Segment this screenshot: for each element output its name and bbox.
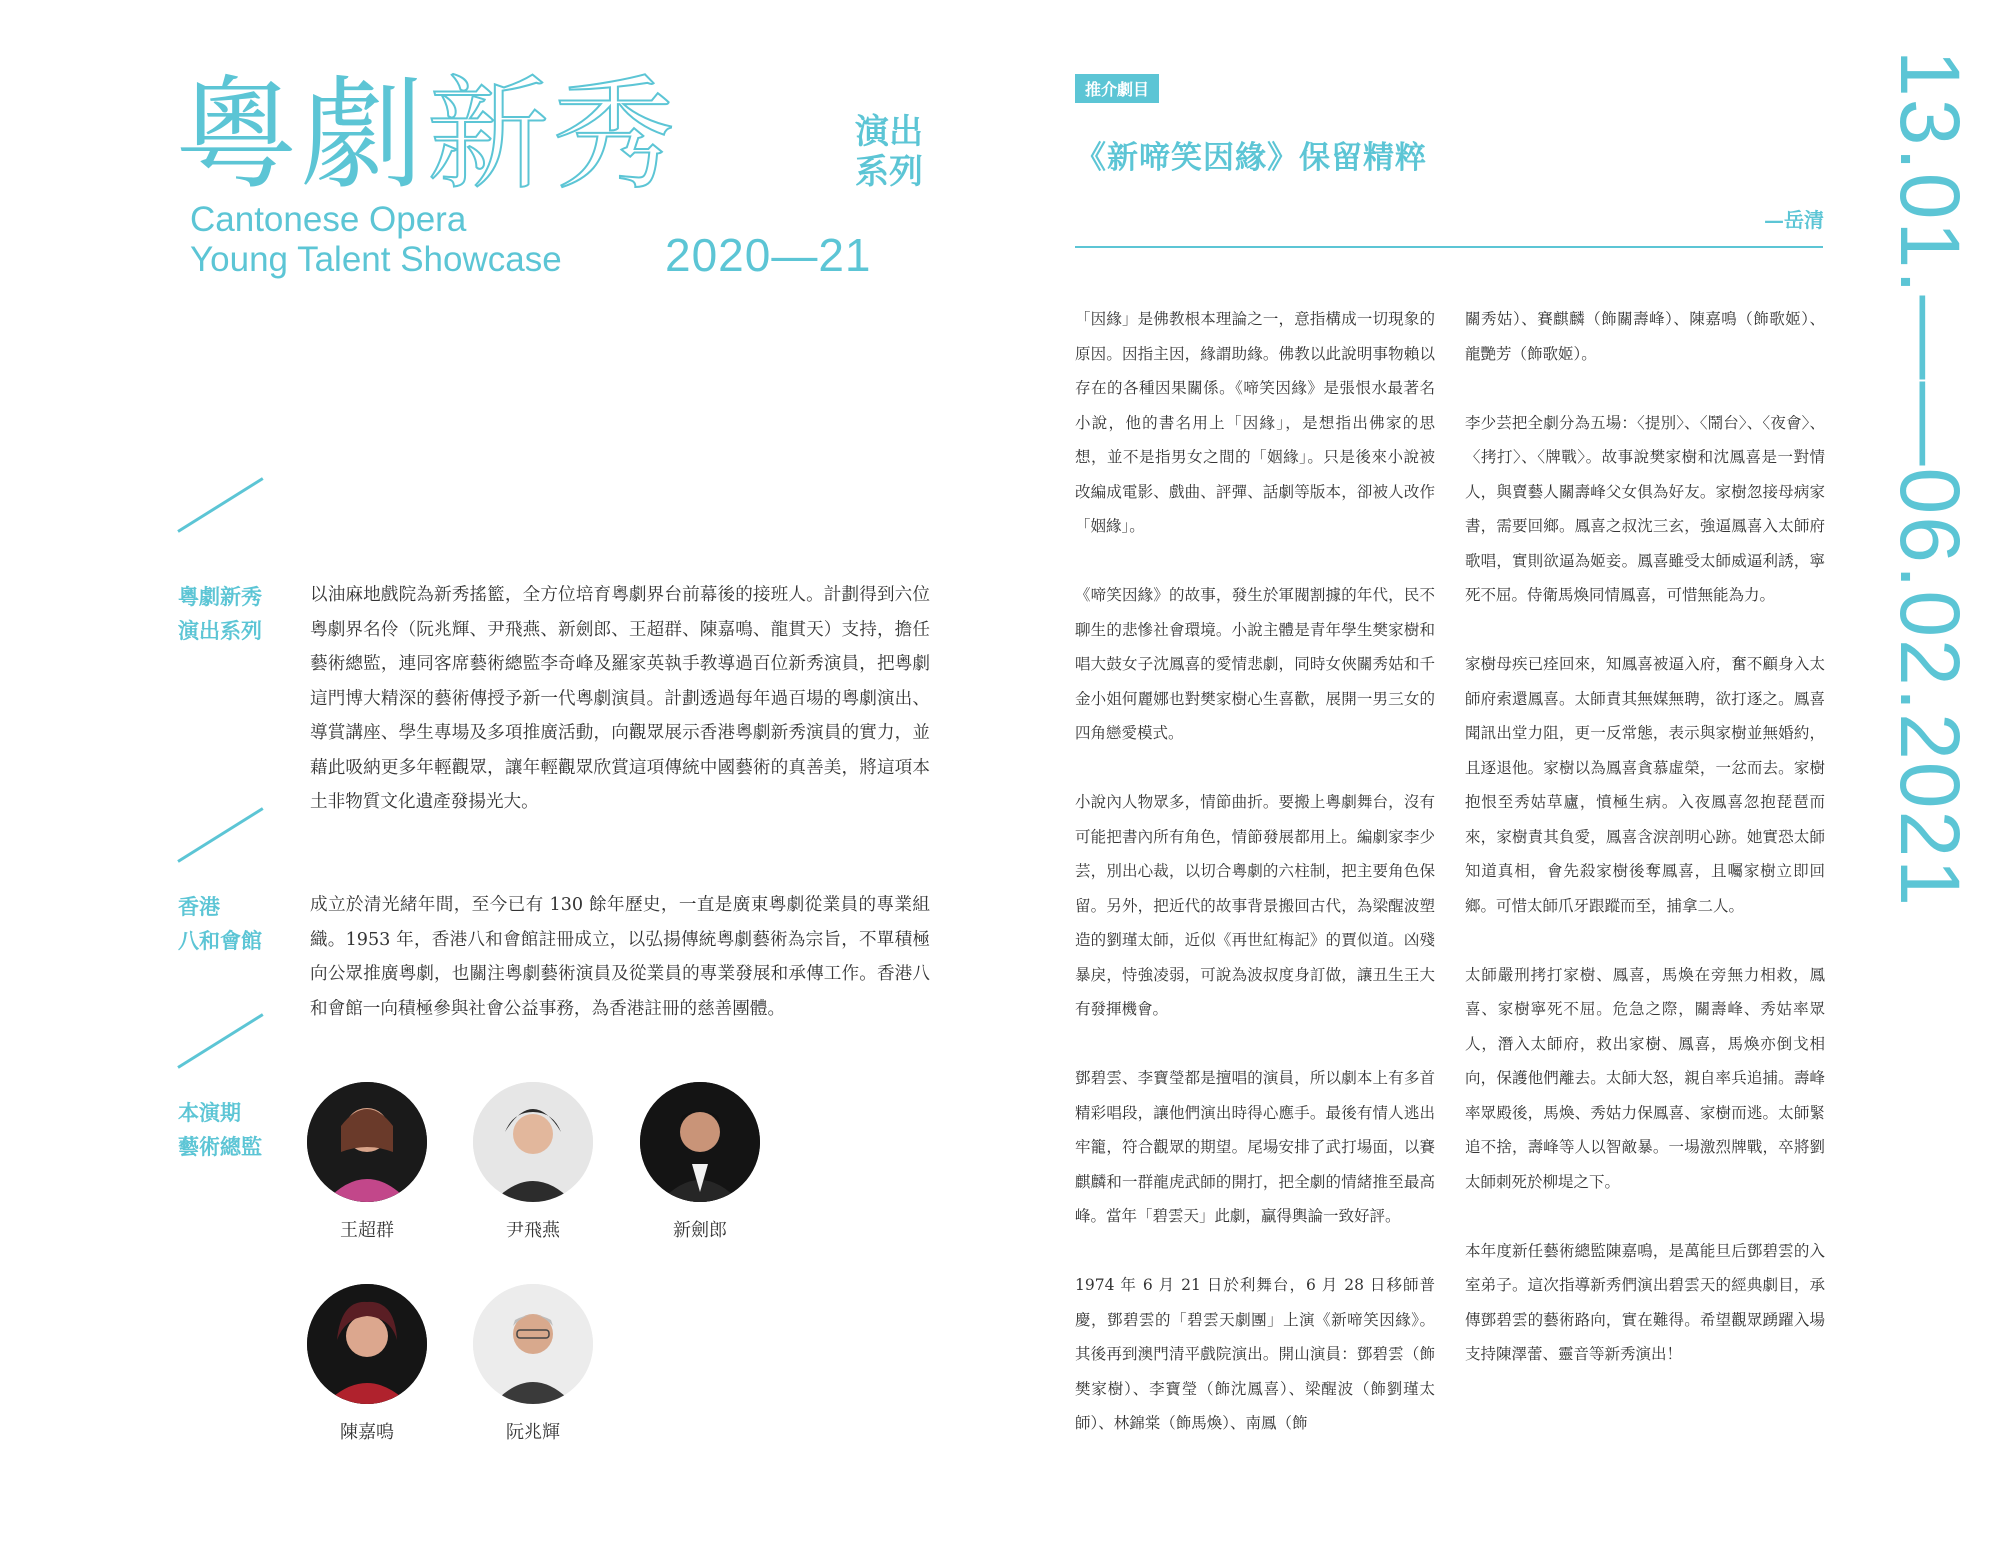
english-title-line-2: Young Talent Showcase — [190, 240, 562, 279]
section-label-line: 演出系列 — [178, 619, 262, 643]
paragraph: 1974 年 6 月 21 日於利舞台，6 月 28 日移師普慶，鄧碧雲的「碧雲天劇團」上演《新啼笑因緣》。其後再到澳門清平戲院演出。開山演員：鄧碧雲（飾樊家樹）、李寶瑩（飾沈鳳喜）、梁醒波（飾劉瑾太師）、林錦棠（飾馬煥）、南鳳（飾 — [1075, 1276, 1435, 1432]
paragraph: 鄧碧雲、李寶瑩都是擅唱的演員，所以劇本上有多首精彩唱段，讓他們演出時得心應手。最後有情人逃出牢籠，符合觀眾的期望。尾場安排了武打場面，以賽麒麟和一群龍虎武師的開打，把全劇的情緒推至最高峰。當年「碧雲天」此劇，贏得輿論一致好評。 — [1075, 1069, 1435, 1225]
paragraph: 「因緣」是佛教根本理論之一，意指構成一切現象的原因。因指主因，緣謂助緣。佛教以此說明事物賴以存在的各種因果關係。《啼笑因緣》是張恨水最著名小說，他的書名用上「因緣」，是想指出佛家的思想，並不是指男女之間的「姻緣」。只是後來小說被改編成電影、戲曲、評彈、話劇等版本，卻被人改作「姻緣」。 — [1075, 310, 1435, 535]
section-label-line: 粵劇新秀 — [178, 585, 262, 609]
portrait-icon — [473, 1082, 593, 1202]
subtitle-line-2: 系列 — [855, 152, 923, 192]
portrait-icon — [473, 1284, 593, 1404]
divider-slash — [177, 477, 263, 533]
subtitle-line-1: 演出 — [855, 112, 923, 152]
director-name: 阮兆輝 — [506, 1422, 560, 1443]
portrait-icon — [640, 1082, 760, 1202]
section-body-series: 以油麻地戲院為新秀搖籃，全方位培育粵劇界台前幕後的接班人。計劃得到六位粵劇界名伶（阮兆輝、尹飛燕、新劍郎、王超群、陳嘉鳴、龍貫天）支持，擔任藝術總監，連同客席藝術總監李奇峰及羅家英執手教導過百位新秀演員，把粵劇這門博大精深的藝術傳授予新一代粵劇演員。計劃透過每年過百場的粵劇演出、導賞講座、學生專場及多項推廣活動，向觀眾展示香港粵劇新秀演員的實力，並藉此吸納更多年輕觀眾，讓年輕觀眾欣賞這項傳統中國藝術的真善美，將這項本土非物質文化遺產發揚光大。 — [310, 585, 930, 812]
director-portrait — [620, 1082, 780, 1242]
paragraph: 家樹母疾已痊回來，知鳳喜被逼入府，奮不顧身入太師府索還鳳喜。太師責其無媒無聘，欲打逐之。鳳喜聞訊出堂力阻，更一反常態，表示與家樹並無婚約，且逐退他。家樹以為鳳喜貪慕虛榮，一忿而去。家樹抱恨至秀姑草廬，憤極生病。入夜鳳喜忽抱琵琶而來，家樹責其負愛，鳳喜含淚剖明心跡。她實恐太師知道真相，會先殺家樹後奪鳳喜，且囑家樹立即回鄉。可惜太師爪牙跟蹤而至，捕拿二人。 — [1465, 655, 1825, 915]
director-name: 王超群 — [340, 1220, 394, 1241]
article-byline: —岳清 — [1764, 208, 1824, 232]
title-rule — [1075, 246, 1823, 248]
english-title — [190, 200, 562, 280]
director-portrait — [287, 1082, 447, 1242]
season-year: 2020—21 — [665, 229, 872, 281]
paragraph: 本年度新任藝術總監陳嘉鳴，是萬能旦后鄧碧雲的入室弟子。這次指導新秀們演出碧雲天的經典劇目，承傳鄧碧雲的藝術路向，實在難得。希望觀眾踴躍入場支持陳澤蕾、靈音等新秀演出！ — [1465, 1241, 1825, 1363]
director-name: 新劍郎 — [673, 1220, 727, 1241]
article-title: 《新啼笑因緣》保留精粹 — [1075, 140, 1427, 176]
section-label-line: 八和會館 — [178, 929, 262, 953]
paragraph: 小說內人物眾多，情節曲折。要搬上粵劇舞台，沒有可能把書內所有角色，情節發展都用上。編劇家李少芸，別出心裁，以切合粵劇的六柱制，把主要角色保留。另外，把近代的故事背景搬回古代，為梁醒波塑造的劉瑾太師，近似《再世紅梅記》的賈似道。凶殘暴戾，恃強凌弱，可說為波叔度身訂做，讓丑生王大有發揮機會。 — [1075, 793, 1435, 1018]
paragraph: 李少芸把全劇分為五場：〈提別〉、〈鬧台〉、〈夜會〉、〈拷打〉、〈牌戰〉。故事說樊家樹和沈鳳喜是一對情人，與賣藝人關壽峰父女俱為好友。家樹忽接母病家書，需要回鄉。鳳喜之叔沈三玄，強逼鳳喜入太師府歌唱，實則欲逼為姬妾。鳳喜雖受太師威逼利誘，寧死不屈。侍衛馬煥同情鳳喜，可惜無能為力。 — [1465, 413, 1825, 604]
performance-dates: 13.01.——06.02.2021 — [1883, 50, 1977, 908]
director-portrait — [287, 1284, 447, 1444]
paragraph: 太師嚴刑拷打家樹、鳳喜，馬煥在旁無力相救，鳳喜、家樹寧死不屈。危急之際，關壽峰、秀姑率眾人，潛入太師府，救出家樹、鳳喜，馬煥亦倒戈相向，保護他們離去。太師大怒，親自率兵追捕。壽峰率眾殿後，馬煥、秀姑力保鳳喜、家樹而逃。太師緊追不捨，壽峰等人以智敵暴。一場激烈牌戰，卒將劉太師刺死於柳堤之下。 — [1465, 965, 1825, 1191]
section-body-bahe: 成立於清光緒年間，至今已有 130 餘年歷史，一直是廣東粵劇從業員的專業組織。1953 年，香港八和會館註冊成立，以弘揚傳統粵劇藝術為宗旨，不單積極向公眾推廣粵劇，也關注粵劇藝術演員及從業員的專業發展和承傳工作。香港八和會館一向積極參與社會公益事務，為香港註冊的慈善團體。 — [310, 895, 930, 1019]
section-label-series — [178, 580, 288, 648]
english-title-line-1: Cantonese Opera — [190, 200, 467, 239]
director-portrait — [453, 1284, 613, 1444]
title-outline: 新秀 — [427, 70, 679, 200]
portrait-icon — [307, 1284, 427, 1404]
director-portrait — [453, 1082, 613, 1242]
section-label-line: 藝術總監 — [178, 1135, 262, 1159]
section-label-line: 香港 — [178, 895, 220, 919]
portrait-icon — [307, 1082, 427, 1202]
showcase-title — [175, 70, 875, 200]
section-label-bahe — [178, 890, 288, 958]
article-column-2 — [1465, 302, 1825, 1406]
paragraph: 《啼笑因緣》的故事，發生於軍閥割據的年代，民不聊生的悲慘社會環境。小說主體是青年學生樊家樹和唱大鼓女子沈鳳喜的愛情悲劇，同時女俠關秀姑和千金小姐何麗娜也對樊家樹心生喜歡，展開一男三女的四角戀愛模式。 — [1075, 586, 1435, 742]
director-name: 尹飛燕 — [506, 1220, 560, 1241]
divider-slash — [177, 807, 263, 863]
paragraph: 關秀姑）、賽麒麟（飾關壽峰）、陳嘉鳴（飾歌姬）、龍艷芳（飾歌姬）。 — [1465, 310, 1825, 363]
title-solid: 粵劇 — [175, 70, 427, 200]
director-name: 陳嘉鳴 — [340, 1422, 394, 1443]
divider-slash — [177, 1013, 263, 1069]
section-label-line: 本演期 — [178, 1101, 241, 1125]
showcase-subtitle — [855, 112, 925, 192]
section-label-directors — [178, 1096, 288, 1164]
article-column-1 — [1075, 302, 1435, 1475]
recommended-tag: 推介劇目 — [1075, 74, 1159, 103]
